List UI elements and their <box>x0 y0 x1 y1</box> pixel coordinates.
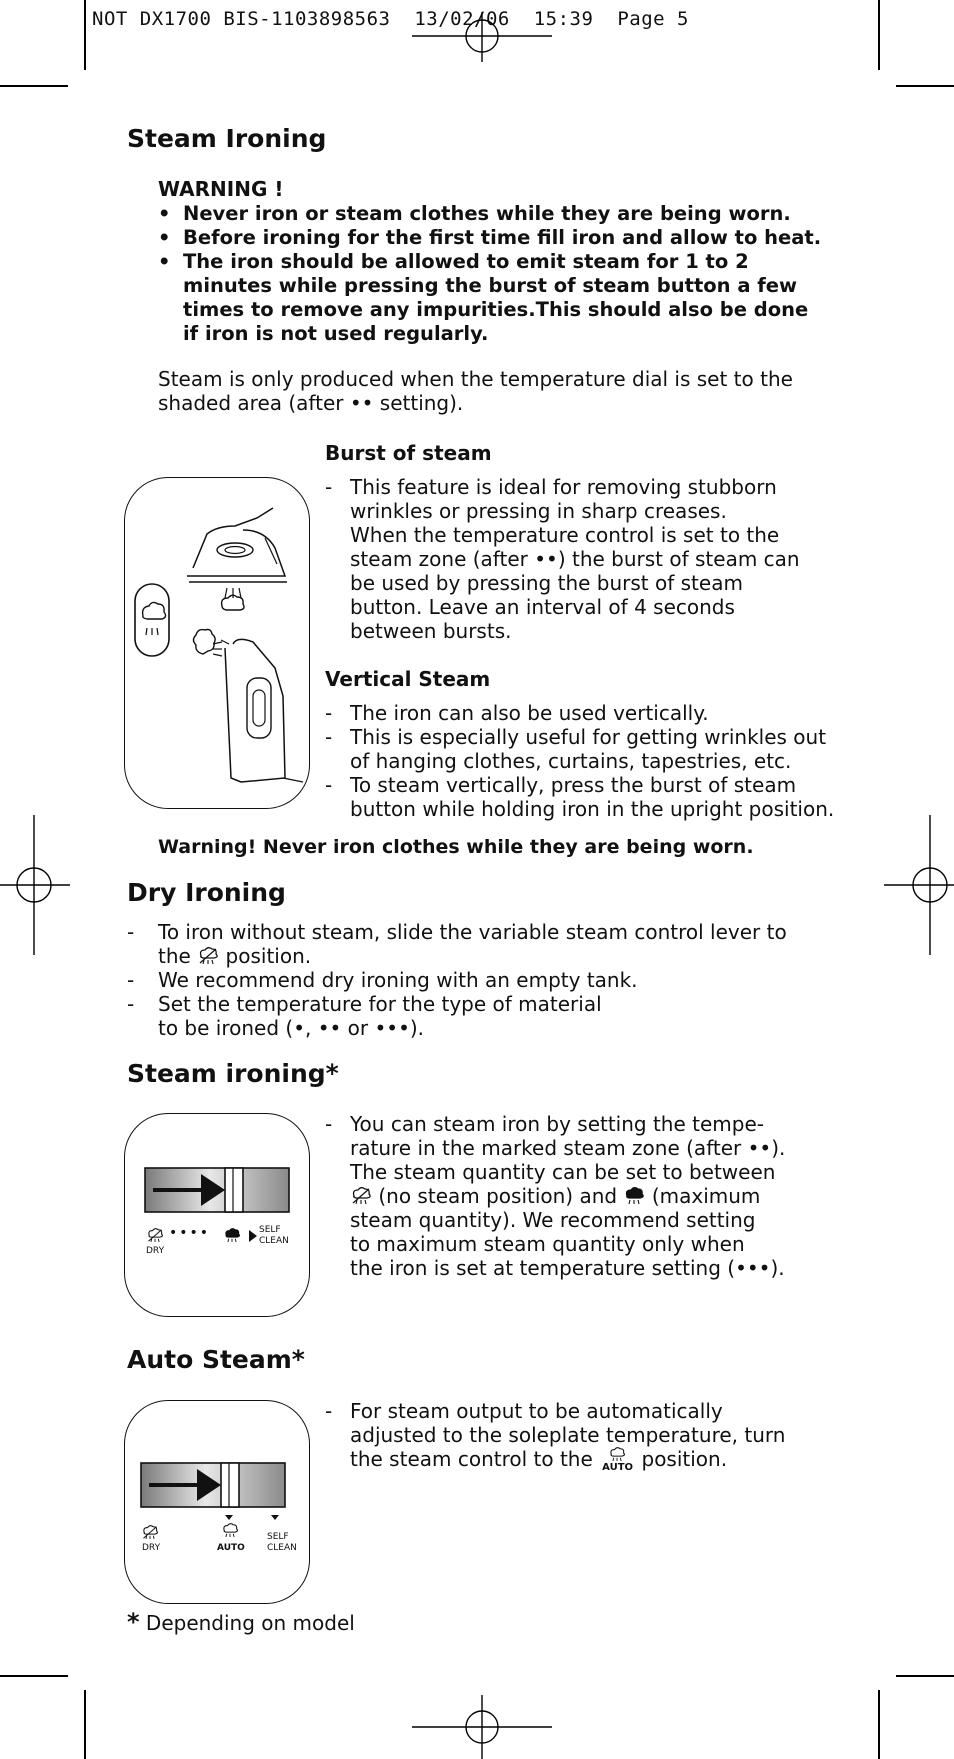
auto-slider-graphic <box>125 1401 311 1605</box>
burst-line: When the temperature control is set to the <box>350 523 780 547</box>
slider-labels <box>143 1224 303 1264</box>
warning-list <box>158 202 858 346</box>
burst-title: Burst of steam <box>325 441 492 465</box>
dry-line: To iron without steam, slide the variable steam control lever to <box>158 920 787 944</box>
steam-control-illustration <box>124 1113 310 1317</box>
label-self: SELF <box>267 1532 289 1542</box>
crop-mark-top-right-h <box>896 85 954 87</box>
dry-text: position. <box>219 944 312 968</box>
label-dry: DRY <box>146 1246 165 1256</box>
steam-star-line: You can steam iron by setting the tempe- <box>350 1112 764 1136</box>
dry-steam-off-icon <box>197 947 219 965</box>
crop-mark-bottom-left-v <box>84 1690 86 1759</box>
footnote-text: Depending on model <box>139 1611 355 1635</box>
steam-star-line: steam quantity). We recommend setting <box>350 1208 756 1232</box>
dry-line: Set the temperature for the type of material <box>158 992 602 1016</box>
label-dots: •••• <box>169 1225 211 1241</box>
burst-line: be used by pressing the burst of steam <box>350 571 743 595</box>
label-clean: CLEAN <box>267 1543 297 1553</box>
print-header: NOT DX1700 BIS-1103898563 13/02/06 15:39 Page 5 <box>92 8 689 30</box>
intro-text: shaded area (after <box>158 391 350 415</box>
steam-star-item: - You can steam iron by setting the tempe- rature in the marked steam zone (after ••). The steam quantity can be set to between (no steam position) and (maximum steam quantity). We recommend setting to maximum steam quantity only when the iron is set at temperature setting (•••). <box>325 1112 885 1280</box>
vertical-item: - To steam vertically, press the burst of steam button while holding iron in the upright position. <box>325 773 845 821</box>
steam-star-line: to maximum steam quantity only when <box>350 1232 745 1256</box>
vertical-steam-title: Vertical Steam <box>325 667 491 691</box>
crop-mark-top-left-h <box>0 85 68 87</box>
footnote <box>127 1610 355 1635</box>
burst-text-part: ) the burst of steam can <box>557 547 800 571</box>
registration-mark-bottom <box>412 1695 552 1759</box>
auto-steam-icon <box>608 1447 626 1462</box>
label-auto: AUTO <box>217 1543 245 1553</box>
dry-steam-off-icon <box>350 1187 372 1205</box>
burst-text <box>325 475 885 643</box>
burst-line: This feature is ideal for removing stubborn <box>350 475 777 499</box>
dry-line: to be ironed (•, •• or •••). <box>158 1016 425 1040</box>
crop-mark-bottom-right-v <box>878 1690 880 1759</box>
vertical-steam-list <box>325 701 845 821</box>
self-clean-arrow-icon <box>249 1230 257 1242</box>
label-self: SELF <box>259 1225 281 1235</box>
burst-item: - This feature is ideal for removing stubborn wrinkles or pressing in sharp creases. When the temperature control is set to the steam zone (after ••) the burst of steam can be used by pressing the burst of steam button. Leave an interval of 4 seconds between bursts. <box>325 475 885 643</box>
dry-item: - To iron without steam, slide the variable steam control lever to the position. <box>127 920 847 968</box>
footnote-star: * <box>127 1608 140 1636</box>
auto-small-label: AUTO <box>602 1462 634 1473</box>
vertical-item: - This is especially useful for getting wrinkles out of hanging clothes, curtains, tapestries, etc. <box>325 725 845 773</box>
auto-text-part: the steam control to the <box>350 1447 600 1471</box>
dry-line <box>158 944 847 968</box>
crop-mark-bottom-left-h <box>0 1675 68 1677</box>
auto-line <box>350 1447 885 1471</box>
auto-text-part: position. <box>635 1447 728 1471</box>
temp-dots-2: •• <box>534 547 558 571</box>
burst-line: wrinkles or pressing in sharp creases. <box>350 499 727 523</box>
steam-star-line <box>350 1184 885 1208</box>
steam-star-line: the iron is set at temperature setting (•••). <box>350 1256 785 1280</box>
auto-item: - For steam output to be automatically adjusted to the soleplate temperature, turn the steam control to the AUTO position. <box>325 1399 885 1471</box>
steam-star-text <box>325 1112 885 1280</box>
steam-intro-paragraph <box>158 367 878 415</box>
intro-line-2 <box>158 391 878 415</box>
max-steam-icon <box>223 1228 241 1243</box>
max-steam-icon <box>623 1187 645 1205</box>
section-title-steam-ironing-star: Steam ironing* <box>127 1059 339 1088</box>
warning-title: WARNING ! <box>158 177 284 201</box>
auto-line: For steam output to be automatically <box>350 1399 723 1423</box>
burst-line <box>350 547 885 571</box>
warning-item: • The iron should be allowed to emit steam for 1 to 2 minutes while pressing the burst of steam button a few times to remove any impurities.This should also be done if iron is not used regularly. <box>158 250 823 346</box>
dry-line: We recommend dry ironing with an empty tank. <box>158 968 638 992</box>
section-title-steam-ironing: Steam Ironing <box>127 124 327 153</box>
dry-item: - Set the temperature for the type of material to be ironed (•, •• or •••). <box>127 992 847 1040</box>
steam-star-text-part: (maximum <box>645 1184 761 1208</box>
burst-vertical-illustration <box>124 477 310 809</box>
section-title-auto-steam: Auto Steam* <box>127 1345 305 1374</box>
dry-item: - We recommend dry ironing with an empty tank. <box>127 968 847 992</box>
auto-slider-labels <box>139 1521 309 1571</box>
vertical-item: - The iron can also be used vertically. <box>325 701 845 725</box>
label-self-clean <box>259 1225 289 1247</box>
dry-text: the <box>158 944 198 968</box>
warning-never-iron: Warning! Never iron clothes while they are being worn. <box>158 836 754 858</box>
temp-dots-2: •• <box>349 391 374 415</box>
burst-line: between bursts. <box>350 619 512 643</box>
warning-item: • Before ironing for the first time fill iron and allow to heat. <box>158 226 858 250</box>
label-clean: CLEAN <box>259 1236 289 1246</box>
burst-line: button. Leave an interval of 4 seconds <box>350 595 735 619</box>
section-title-dry-ironing: Dry Ironing <box>127 878 286 907</box>
auto-steam-inline-icon <box>599 1450 635 1473</box>
auto-steam-text <box>325 1399 885 1471</box>
dry-ironing-list <box>127 920 847 1040</box>
crop-mark-bottom-right-h <box>896 1675 954 1677</box>
crop-mark-top-left-v <box>84 0 86 70</box>
iron-illustration <box>125 478 311 810</box>
warning-item: • Never iron or steam clothes while they are being worn. <box>158 202 858 226</box>
steam-star-line: rature in the marked steam zone (after ••). <box>350 1136 786 1160</box>
label-self-clean <box>267 1532 297 1554</box>
auto-line: adjusted to the soleplate temperature, turn <box>350 1423 786 1447</box>
crop-mark-top-right-v <box>878 0 880 70</box>
auto-steam-illustration <box>124 1400 310 1604</box>
label-dry: DRY <box>142 1543 161 1553</box>
steam-star-line: The steam quantity can be set to between <box>350 1160 776 1184</box>
intro-line-1: Steam is only produced when the temperature dial is set to the <box>158 367 793 391</box>
registration-mark-right <box>884 815 954 955</box>
warning-block <box>158 177 858 346</box>
intro-text: setting). <box>373 391 464 415</box>
dry-steam-off-icon <box>141 1525 159 1540</box>
steam-star-text-part: (no steam position) and <box>372 1184 624 1208</box>
dry-steam-off-icon <box>146 1228 164 1243</box>
registration-mark-top <box>412 12 552 62</box>
steam-slider-graphic <box>125 1114 311 1318</box>
registration-mark-left <box>0 815 70 955</box>
burst-text-part: steam zone (after <box>350 547 535 571</box>
auto-steam-icon <box>221 1523 239 1538</box>
